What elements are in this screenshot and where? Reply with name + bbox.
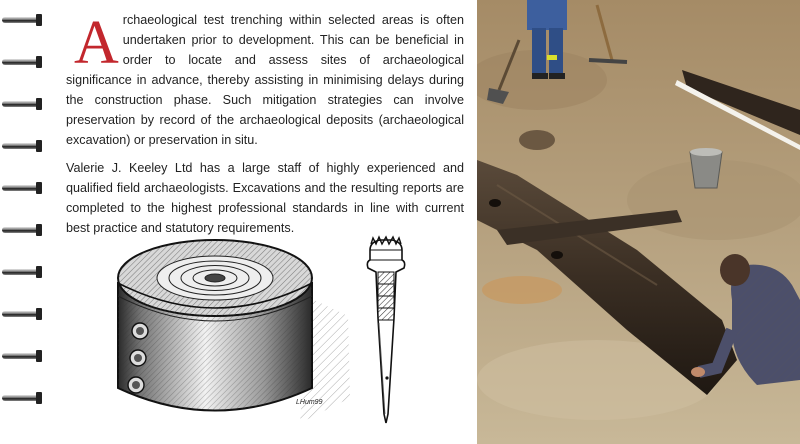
excavation-scene	[477, 0, 800, 444]
lidded-box-drawing	[118, 240, 312, 411]
binding-ring	[2, 55, 42, 69]
intro-paragraph-text: rchaeological test trenching within selected areas is often undertaken prior to development. This can be beneficial in order to locate and assess sites of archaeological significance in advance, thereby assisting in minimising delays during the construction phase. Such mitigation strategies can involve preservation by record of the archaeological deposits (archaeological excavation) or preservation in situ.	[66, 13, 464, 147]
artist-signature: LHum99	[296, 399, 323, 406]
binding-ring	[2, 349, 42, 363]
drop-cap: A	[74, 9, 119, 77]
binding-ring	[2, 265, 42, 279]
artifact-drawing	[100, 228, 460, 438]
binding-ring	[2, 139, 42, 153]
binding-ring	[2, 181, 42, 195]
artifact-illustrations	[100, 228, 460, 438]
binding-ring	[2, 97, 42, 111]
body-text	[66, 10, 464, 246]
intro-paragraph	[66, 10, 464, 150]
company-paragraph: Valerie J. Keeley Ltd has a large staff of highly experienced and qualified field archaeologists. Excavations and the resulting reports are completed to the highest professional standards in line with current best practice and statutory requirements.	[66, 161, 464, 235]
pin-artifact-drawing	[367, 237, 404, 423]
binding-ring	[2, 307, 42, 321]
binding-ring	[2, 223, 42, 237]
spiral-binding	[0, 0, 48, 444]
binding-ring	[2, 13, 42, 27]
excavation-photo	[477, 0, 800, 444]
binding-ring	[2, 391, 42, 405]
